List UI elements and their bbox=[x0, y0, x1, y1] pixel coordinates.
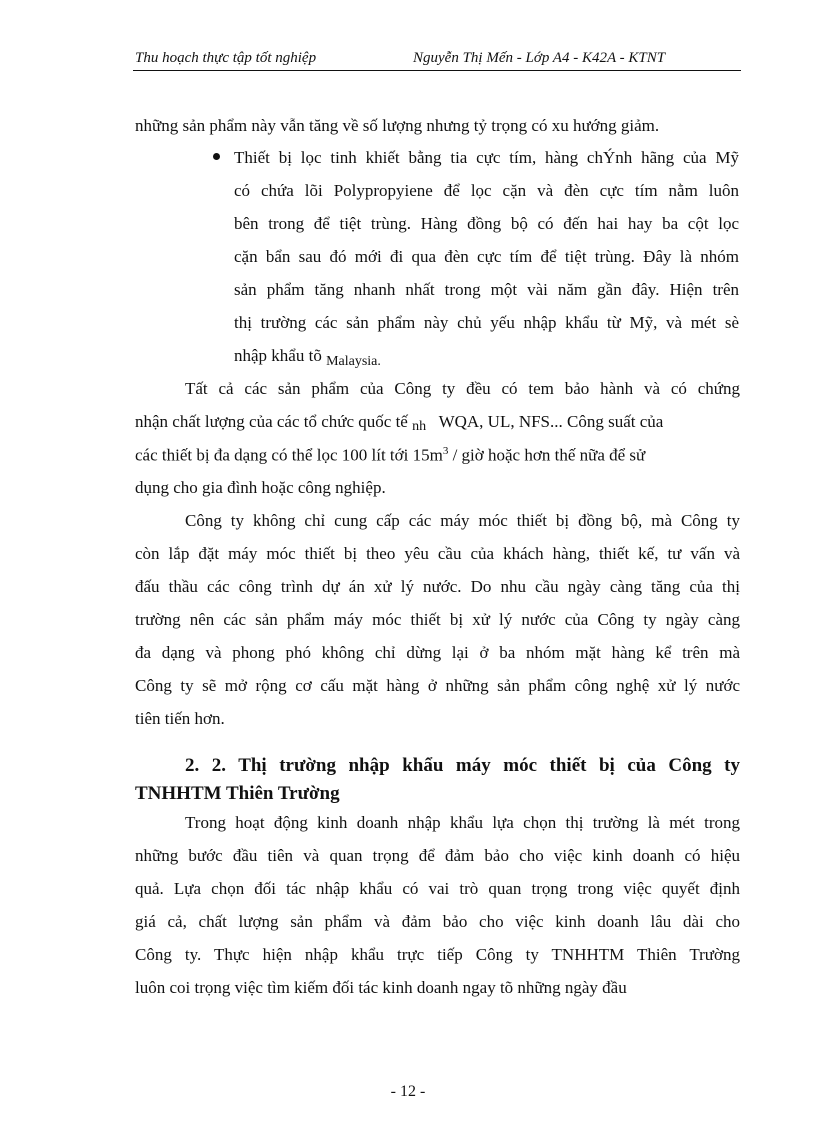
page-number: - 12 - bbox=[390, 1083, 426, 1100]
text-line: thị trường các sản phẩm này chủ yếu nhập khẩu từ Mỹ, và mét sè bbox=[234, 313, 739, 332]
text-line: Công ty sẽ mở rộng cơ cấu mặt hàng ở những sản phẩm công nghệ xử lý nước bbox=[135, 676, 740, 695]
text-line bbox=[234, 346, 381, 369]
text-fragment: nhập khẩu tõ bbox=[234, 346, 322, 365]
text-line: đấu thầu các công trình dự án xử lý nước. Do nhu cầu ngày càng tăng của thị bbox=[135, 577, 740, 596]
text-line: sản phẩm tăng nhanh nhất trong một vài năm gần đây. Hiện trên bbox=[234, 280, 739, 299]
bullet-icon bbox=[213, 153, 220, 160]
section-heading: 2. 2. Thị trường nhập khẩu máy móc thiết bị của Công ty bbox=[185, 755, 740, 776]
text-line: có chứa lõi Polypropyiene để lọc cặn và đèn cực tím nằm luôn bbox=[234, 181, 739, 200]
text-line: Thiết bị lọc tinh khiết bằng tia cực tím, hàng chÝnh hãng của Mỹ bbox=[234, 148, 739, 167]
text-line: quả. Lựa chọn đối tác nhập khẩu có vai trò quan trọng trong việc quyết định bbox=[135, 879, 740, 898]
text-fragment: Malaysia. bbox=[326, 354, 381, 369]
text-fragment: nhận chất lượng của các tổ chức quốc tế bbox=[135, 412, 408, 431]
text-line: trường nên các sản phẩm máy móc thiết bị xử lý nước của Công ty ngày càng bbox=[135, 610, 740, 629]
text-line: giá cả, chất lượng sản phẩm và đảm bảo cho việc kinh doanh lâu dài cho bbox=[135, 912, 740, 931]
text-line: cặn bẩn sau đó mới đi qua đèn cực tím để tiệt trùng. Đây là nhóm bbox=[234, 247, 739, 266]
text-fragment: WQA, UL, NFS... Công suất của bbox=[438, 412, 664, 431]
text-line: Công ty. Thực hiện nhập khẩu trực tiếp Công ty TNHHTM Thiên Trường bbox=[135, 945, 740, 964]
text-line: dụng cho gia đình hoặc công nghiệp. bbox=[135, 478, 386, 497]
text-line: đa dạng và phong phó không chỉ dừng lại ở ba nhóm mặt hàng kể trên mà bbox=[135, 643, 740, 662]
header-rule bbox=[133, 70, 741, 71]
text-fragment: / giờ hoặc hơn thế nữa để sử bbox=[452, 445, 646, 465]
header-author: Nguyễn Thị Mến - Lớp A4 - K42A - KTNT bbox=[413, 50, 666, 66]
text-fragment: các thiết bị đa dạng có thể lọc 100 lít tới 15m bbox=[135, 445, 443, 465]
text-line: tiên tiến hơn. bbox=[135, 709, 225, 728]
superscript: 3 bbox=[442, 445, 449, 457]
text-line: Tất cả các sản phẩm của Công ty đều có tem bảo hành và có chứng bbox=[185, 379, 740, 398]
section-heading: TNHHTM Thiên Trường bbox=[135, 783, 340, 804]
text-line: còn lắp đặt máy móc thiết bị theo yêu cầu của khách hàng, thiết kế, tư vấn và bbox=[135, 544, 740, 563]
text-line bbox=[135, 445, 645, 466]
text-line: Công ty không chỉ cung cấp các máy móc thiết bị đồng bộ, mà Công ty bbox=[185, 511, 740, 530]
page-header bbox=[133, 48, 741, 70]
text-line: Trong hoạt động kinh doanh nhập khẩu lựa chọn thị trường là mét trong bbox=[185, 813, 740, 832]
text-line: những bước đầu tiên và quan trọng để đảm bảo cho việc kinh doanh có hiệu bbox=[135, 846, 740, 865]
text-line bbox=[135, 412, 663, 432]
header-title: Thu hoạch thực tập tốt nghiệp bbox=[135, 50, 317, 66]
text-fragment: nh bbox=[412, 419, 427, 434]
text-line: những sản phẩm này vẫn tăng về số lượng nhưng tỷ trọng có xu hướng giảm. bbox=[135, 116, 660, 135]
text-line: bên trong để tiệt trùng. Hàng đồng bộ có đến hai hay ba cột lọc bbox=[234, 214, 739, 233]
text-line: luôn coi trọng việc tìm kiếm đối tác kinh doanh ngay tõ những ngày đầu bbox=[135, 978, 627, 997]
